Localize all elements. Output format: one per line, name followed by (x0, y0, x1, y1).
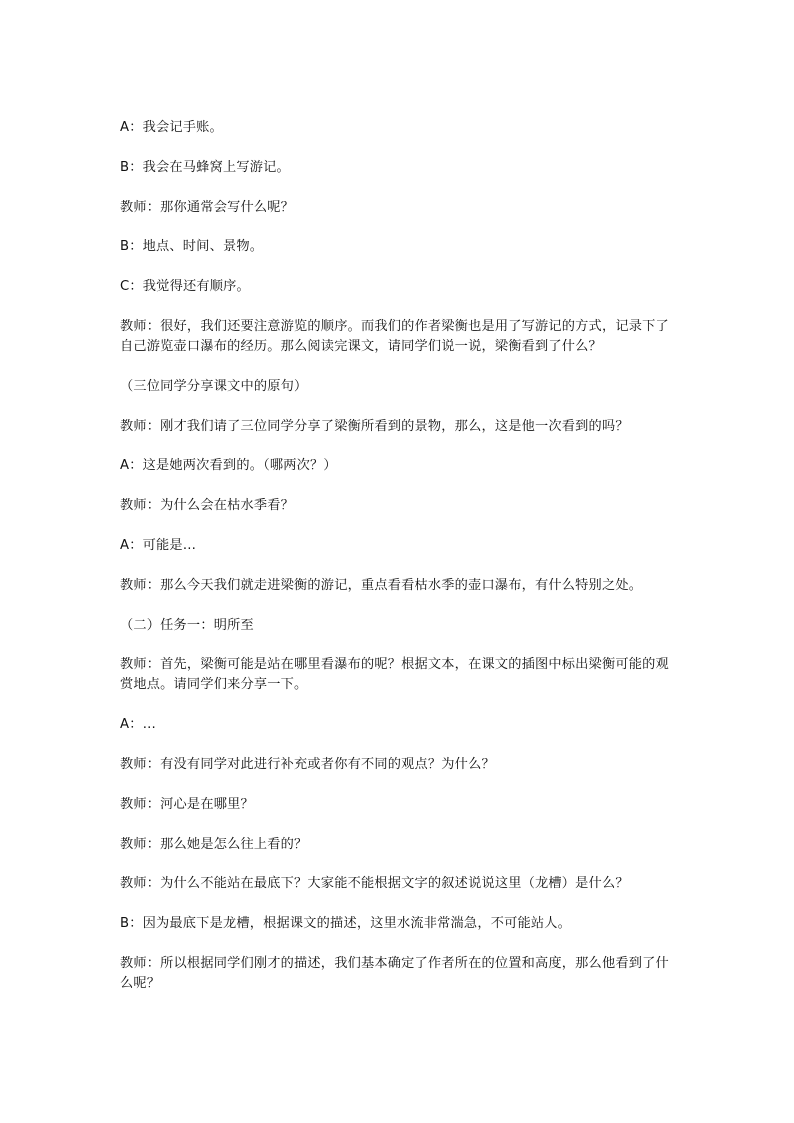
dialogue-line: 教师：为什么会在枯水季看？ (120, 498, 295, 514)
dialogue-line: 教师：那么她是怎么往上看的？ (120, 836, 308, 852)
dialogue-line: 教师：为什么不能站在最底下？大家能不能根据文字的叙述说说这里（龙槽）是什么？ (120, 876, 629, 892)
dialogue-line: C：我觉得还有顺序。 (120, 279, 250, 295)
dialogue-line: 教师：河心是在哪里？ (120, 796, 254, 812)
dialogue-line: 教师：那你通常会写什么呢？ (120, 199, 295, 215)
dialogue-line: A：这是她两次看到的。（哪两次？） (120, 458, 337, 474)
dialogue-line: 教师：所以根据同学们刚才的描述，我们基本确定了作者所在的位置和高度，那么他看到了什么呢？ (120, 955, 669, 991)
dialogue-line: 教师：刚才我们请了三位同学分享了梁衡所看到的景物，那么，这是他一次看到的吗？ (120, 418, 629, 434)
dialogue-line: 教师：很好，我们还要注意游览的顺序。而我们的作者梁衡也是用了写游记的方式，记录下了自己游览壶口瀑布的经历。那么阅读完课文，请同学们说一说，梁衡看到了什么？ (120, 318, 669, 354)
dialogue-line: 教师：那么今天我们就走进梁衡的游记，重点看看枯水季的壶口瀑布，有什么特别之处。 (120, 577, 643, 593)
dialogue-line: A：可能是… (120, 537, 197, 553)
stage-direction: （三位同学分享课文中的原句） (120, 378, 308, 394)
dialogue-line: 教师：有没有同学对此进行补充或者你有不同的观点？为什么？ (120, 756, 495, 772)
dialogue-line: B：地点、时间、景物。 (120, 239, 264, 255)
dialogue-line: 教师：首先，梁衡可能是站在哪里看瀑布的呢？根据文本，在课文的插图中标出梁衡可能的观赏地点。请同学们来分享一下。 (120, 657, 669, 693)
dialogue-line: B：我会在马蜂窝上写游记。 (120, 159, 290, 175)
section-heading: （二）任务一：明所至 (120, 617, 254, 633)
document-body (120, 118, 680, 1014)
dialogue-line: B：因为最底下是龙槽，根据课文的描述，这里水流非常湍急，不可能站人。 (120, 916, 572, 932)
dialogue-line: A：我会记手账。 (120, 120, 223, 135)
dialogue-line: A：… (120, 717, 156, 733)
